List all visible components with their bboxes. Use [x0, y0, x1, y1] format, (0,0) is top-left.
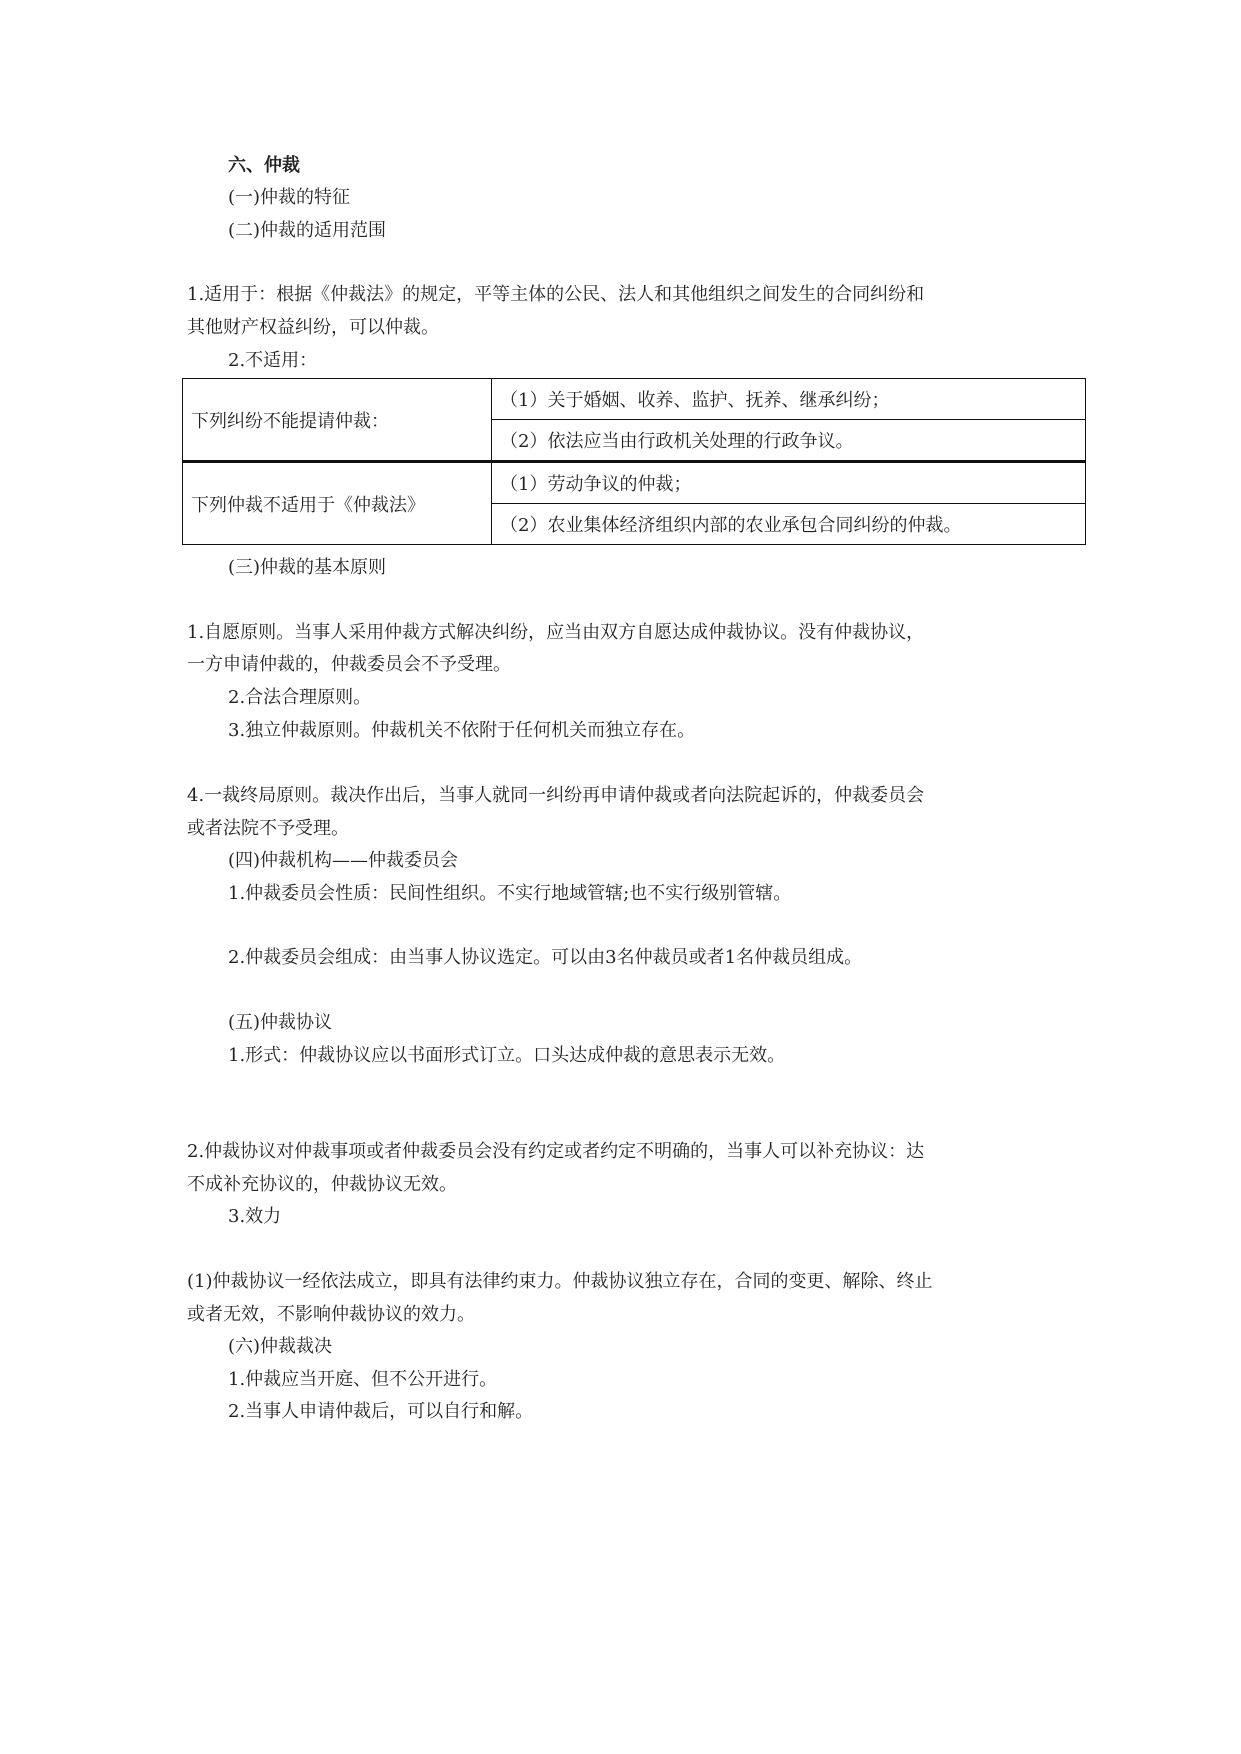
paragraph-line: 不成补充协议的，仲裁协议无效。 — [187, 1174, 457, 1195]
subsection-heading: (四)仲裁机构——仲裁委员会 — [228, 850, 459, 871]
paragraph-line: 2.不适用： — [228, 350, 318, 371]
table-row-header: 下列仲裁不适用于《仲裁法》 — [183, 462, 492, 545]
paragraph-line: 2.仲裁协议对仲裁事项或者仲裁委员会没有约定或者约定不明确的，当事人可以补充协议：达 — [187, 1141, 925, 1162]
subsection-heading: (三)仲裁的基本原则 — [228, 557, 387, 578]
paragraph-line: 4.一裁终局原则。裁决作出后，当事人就同一纠纷再申请仲裁或者向法院起诉的，仲裁委员会 — [187, 785, 925, 806]
paragraph-line: 2.仲裁委员会组成：由当事人协议选定。可以由3名仲裁员或者1名仲裁员组成。 — [228, 947, 863, 968]
table-row — [183, 462, 1086, 504]
paragraph-line: 其他财产权益纠纷，可以仲裁。 — [187, 317, 439, 338]
paragraph-line: 1.适用于：根据《仲裁法》的规定，平等主体的公民、法人和其他组织之间发生的合同纠纷和 — [187, 284, 925, 305]
paragraph-line: 3.独立仲裁原则。仲裁机关不依附于任何机关而独立存在。 — [228, 720, 696, 741]
paragraph-line: 3.效力 — [228, 1206, 282, 1227]
table-row — [183, 379, 1086, 420]
table-cell: （2）农业集体经济组织内部的农业承包合同纠纷的仲裁。 — [492, 504, 1086, 545]
paragraph-line: 一方申请仲裁的，仲裁委员会不予受理。 — [187, 654, 511, 675]
not-applicable-table — [182, 378, 1086, 545]
subsection-heading: (五)仲裁协议 — [228, 1012, 333, 1033]
paragraph-line: 或者法院不予受理。 — [187, 818, 349, 839]
paragraph-line: 1.仲裁委员会性质：民间性组织。不实行地域管辖;也不实行级别管辖。 — [228, 883, 792, 904]
table-row-header: 下列纠纷不能提请仲裁： — [183, 379, 492, 462]
subsection-heading: (二)仲裁的适用范围 — [228, 220, 387, 241]
paragraph-line: 1.仲裁应当开庭、但不公开进行。 — [228, 1369, 498, 1390]
table-cell: （2）依法应当由行政机关处理的行政争议。 — [492, 420, 1086, 462]
paragraph-line: 或者无效，不影响仲裁协议的效力。 — [187, 1304, 475, 1325]
paragraph-line: 2.当事人申请仲裁后，可以自行和解。 — [228, 1401, 534, 1422]
table-cell: （1）关于婚姻、收养、监护、抚养、继承纠纷； — [492, 379, 1086, 420]
section-title: 六、仲裁 — [228, 155, 300, 176]
table-cell: （1）劳动争议的仲裁； — [492, 462, 1086, 504]
paragraph-line: 2.合法合理原则。 — [228, 687, 372, 708]
paragraph-line: (1)仲裁协议一经依法成立，即具有法律约束力。仲裁协议独立存在，合同的变更、解除、终止 — [187, 1271, 933, 1292]
subsection-heading: (一)仲裁的特征 — [228, 187, 351, 208]
paragraph-line: 1.自愿原则。当事人采用仲裁方式解决纠纷，应当由双方自愿达成仲裁协议。没有仲裁协议， — [187, 622, 925, 643]
paragraph-line: 1.形式：仲裁协议应以书面形式订立。口头达成仲裁的意思表示无效。 — [228, 1045, 786, 1066]
subsection-heading: (六)仲裁裁决 — [228, 1336, 333, 1357]
